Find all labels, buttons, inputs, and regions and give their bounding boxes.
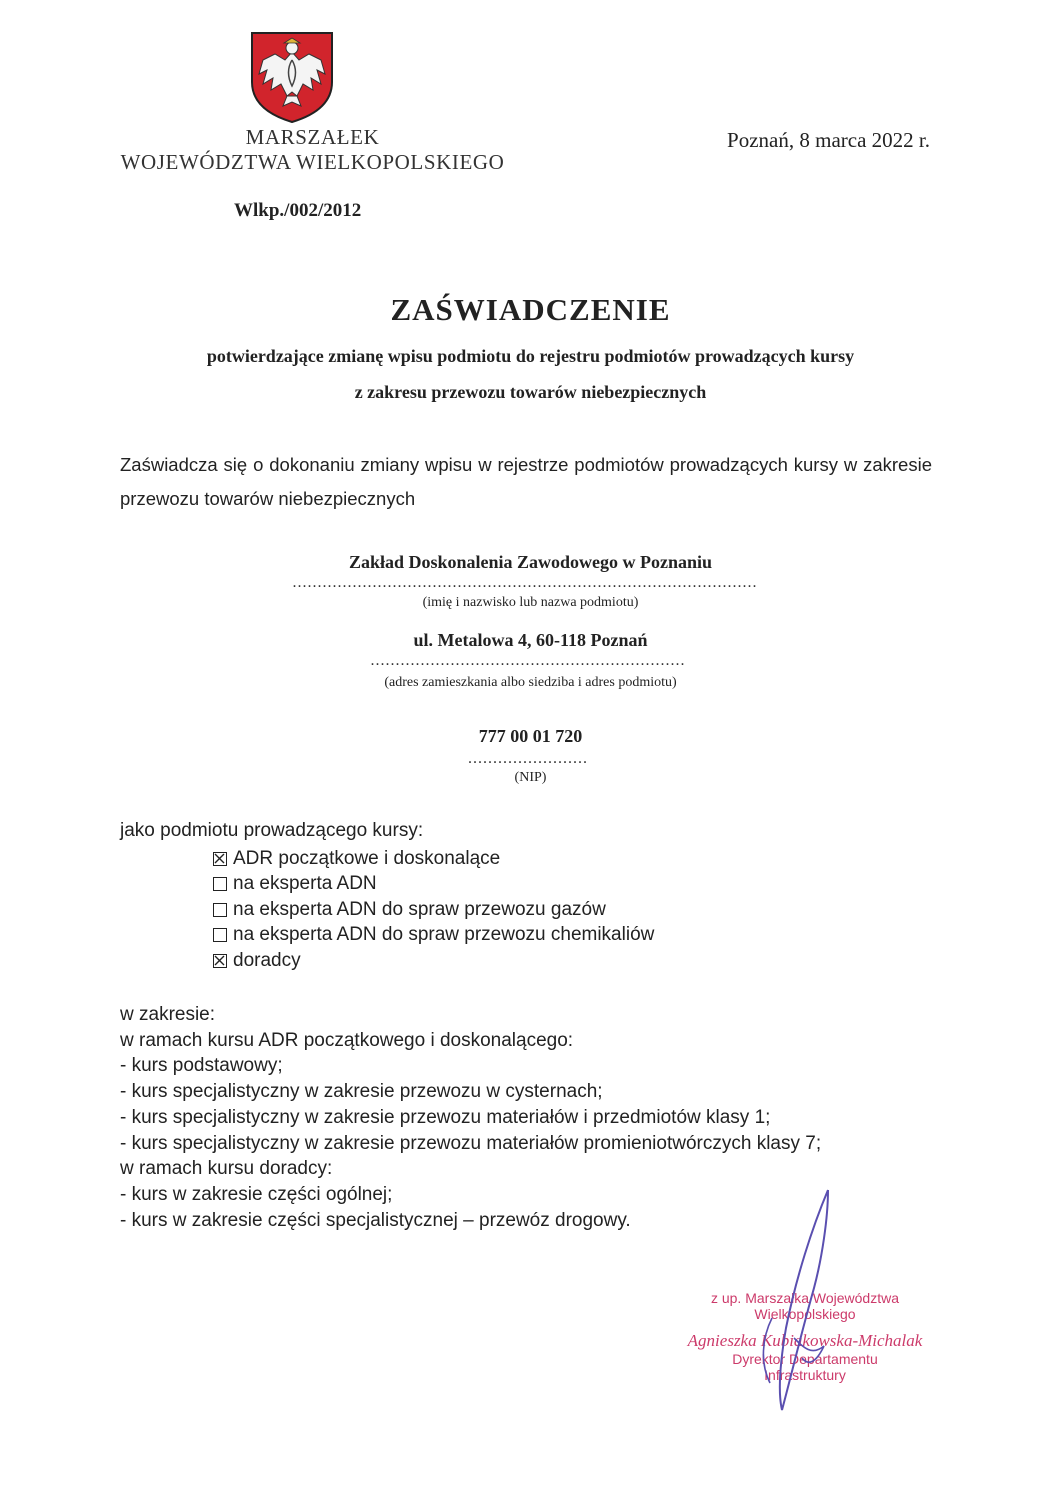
scope-line: w ramach kursu ADR początkowego i doskonalącego: bbox=[120, 1029, 574, 1051]
scope-line: - kurs specjalistyczny w zakresie przewozu materiałów promieniotwórczych klasy 7; bbox=[120, 1132, 822, 1154]
stamp-line-1: z up. Marszałka Województwa bbox=[710, 1290, 900, 1306]
subtitle-line-2: z zakresu przewozu towarów niebezpiecznych bbox=[354, 382, 707, 402]
issuer-line-2: WOJEWÓDZTWA WIELKOPOLSKIEGO bbox=[120, 150, 505, 174]
course-checkbox-list bbox=[213, 846, 654, 974]
course-option-label: na eksperta ADN do spraw przewozu chemikaliów bbox=[233, 924, 655, 946]
empty-box-icon bbox=[213, 928, 227, 942]
entity-address: ul. Metalowa 4, 60-118 Poznań bbox=[413, 630, 648, 650]
stamp-name: Agnieszka Kubiakowska-Michalak bbox=[687, 1331, 923, 1350]
course-option bbox=[213, 897, 654, 923]
entity-nip: 777 00 01 720 bbox=[478, 726, 583, 746]
entity-address-caption: (adres zamieszkania albo siedziba i adres podmiotu) bbox=[384, 675, 677, 690]
course-option-label: na eksperta ADN bbox=[233, 873, 377, 895]
coat-of-arms-logo bbox=[249, 30, 335, 124]
dotted-line: ........................ bbox=[468, 750, 588, 767]
entity-name-caption: (imię i nazwisko lub nazwa podmiotu) bbox=[422, 595, 639, 610]
course-option bbox=[213, 948, 654, 974]
dotted-line: ............................................................................................. bbox=[292, 574, 758, 591]
course-option bbox=[213, 923, 654, 949]
issuer-line-1: MARSZAŁEK bbox=[245, 125, 380, 149]
course-option-label: ADR początkowe i doskonalące bbox=[233, 847, 501, 869]
dotted-line: ............................................................... bbox=[370, 652, 686, 669]
course-option-label: doradcy bbox=[233, 949, 301, 971]
courses-label: jako podmiotu prowadzącego kursy: bbox=[120, 820, 424, 841]
empty-box-icon bbox=[213, 903, 227, 917]
stamp-line-2: Wielkopolskiego bbox=[754, 1306, 856, 1322]
course-option-label: na eksperta ADN do spraw przewozu gazów bbox=[233, 898, 606, 920]
document-date: Poznań, 8 marca 2022 r. bbox=[727, 128, 930, 152]
scope-line: - kurs w zakresie części specjalistycznej – przewóz drogowy. bbox=[120, 1209, 631, 1231]
scope-line: w zakresie: bbox=[120, 1004, 216, 1025]
stamp-position-2: Infrastruktury bbox=[764, 1367, 846, 1383]
scope-list bbox=[120, 1002, 821, 1233]
scope-line: - kurs specjalistyczny w zakresie przewozu materiałów i przedmiotów klasy 1; bbox=[120, 1106, 771, 1128]
scope-line: - kurs podstawowy; bbox=[120, 1055, 283, 1077]
reference-number: Wlkp./002/2012 bbox=[234, 200, 362, 221]
entity-name: Zakład Doskonalenia Zawodowego w Poznaniu bbox=[348, 552, 713, 572]
intro-paragraph: Zaświadcza się o dokonaniu zmiany wpisu w rejestrze podmiotów prowadzących kursy w zakresie przewozu towarów niebezpiecznych bbox=[120, 454, 932, 509]
scope-line: - kurs w zakresie części ogólnej; bbox=[120, 1183, 393, 1205]
checked-box-icon bbox=[213, 852, 227, 866]
course-option bbox=[213, 872, 654, 898]
scope-line: w ramach kursu doradcy: bbox=[120, 1158, 333, 1180]
scope-line: - kurs specjalistyczny w zakresie przewozu w cysternach; bbox=[120, 1081, 603, 1103]
issuer-block bbox=[115, 125, 510, 175]
checked-box-icon bbox=[213, 954, 227, 968]
empty-box-icon bbox=[213, 877, 227, 891]
handwritten-signature bbox=[752, 1188, 852, 1418]
document-title: ZAŚWIADCZENIE bbox=[390, 292, 671, 327]
course-option bbox=[213, 846, 654, 872]
subtitle-line-1: potwierdzające zmianę wpisu podmiotu do rejestru podmiotów prowadzących kursy bbox=[206, 346, 855, 366]
nip-caption: (NIP) bbox=[514, 770, 547, 785]
stamp-position-1: Dyrektor Departamentu bbox=[732, 1351, 878, 1367]
